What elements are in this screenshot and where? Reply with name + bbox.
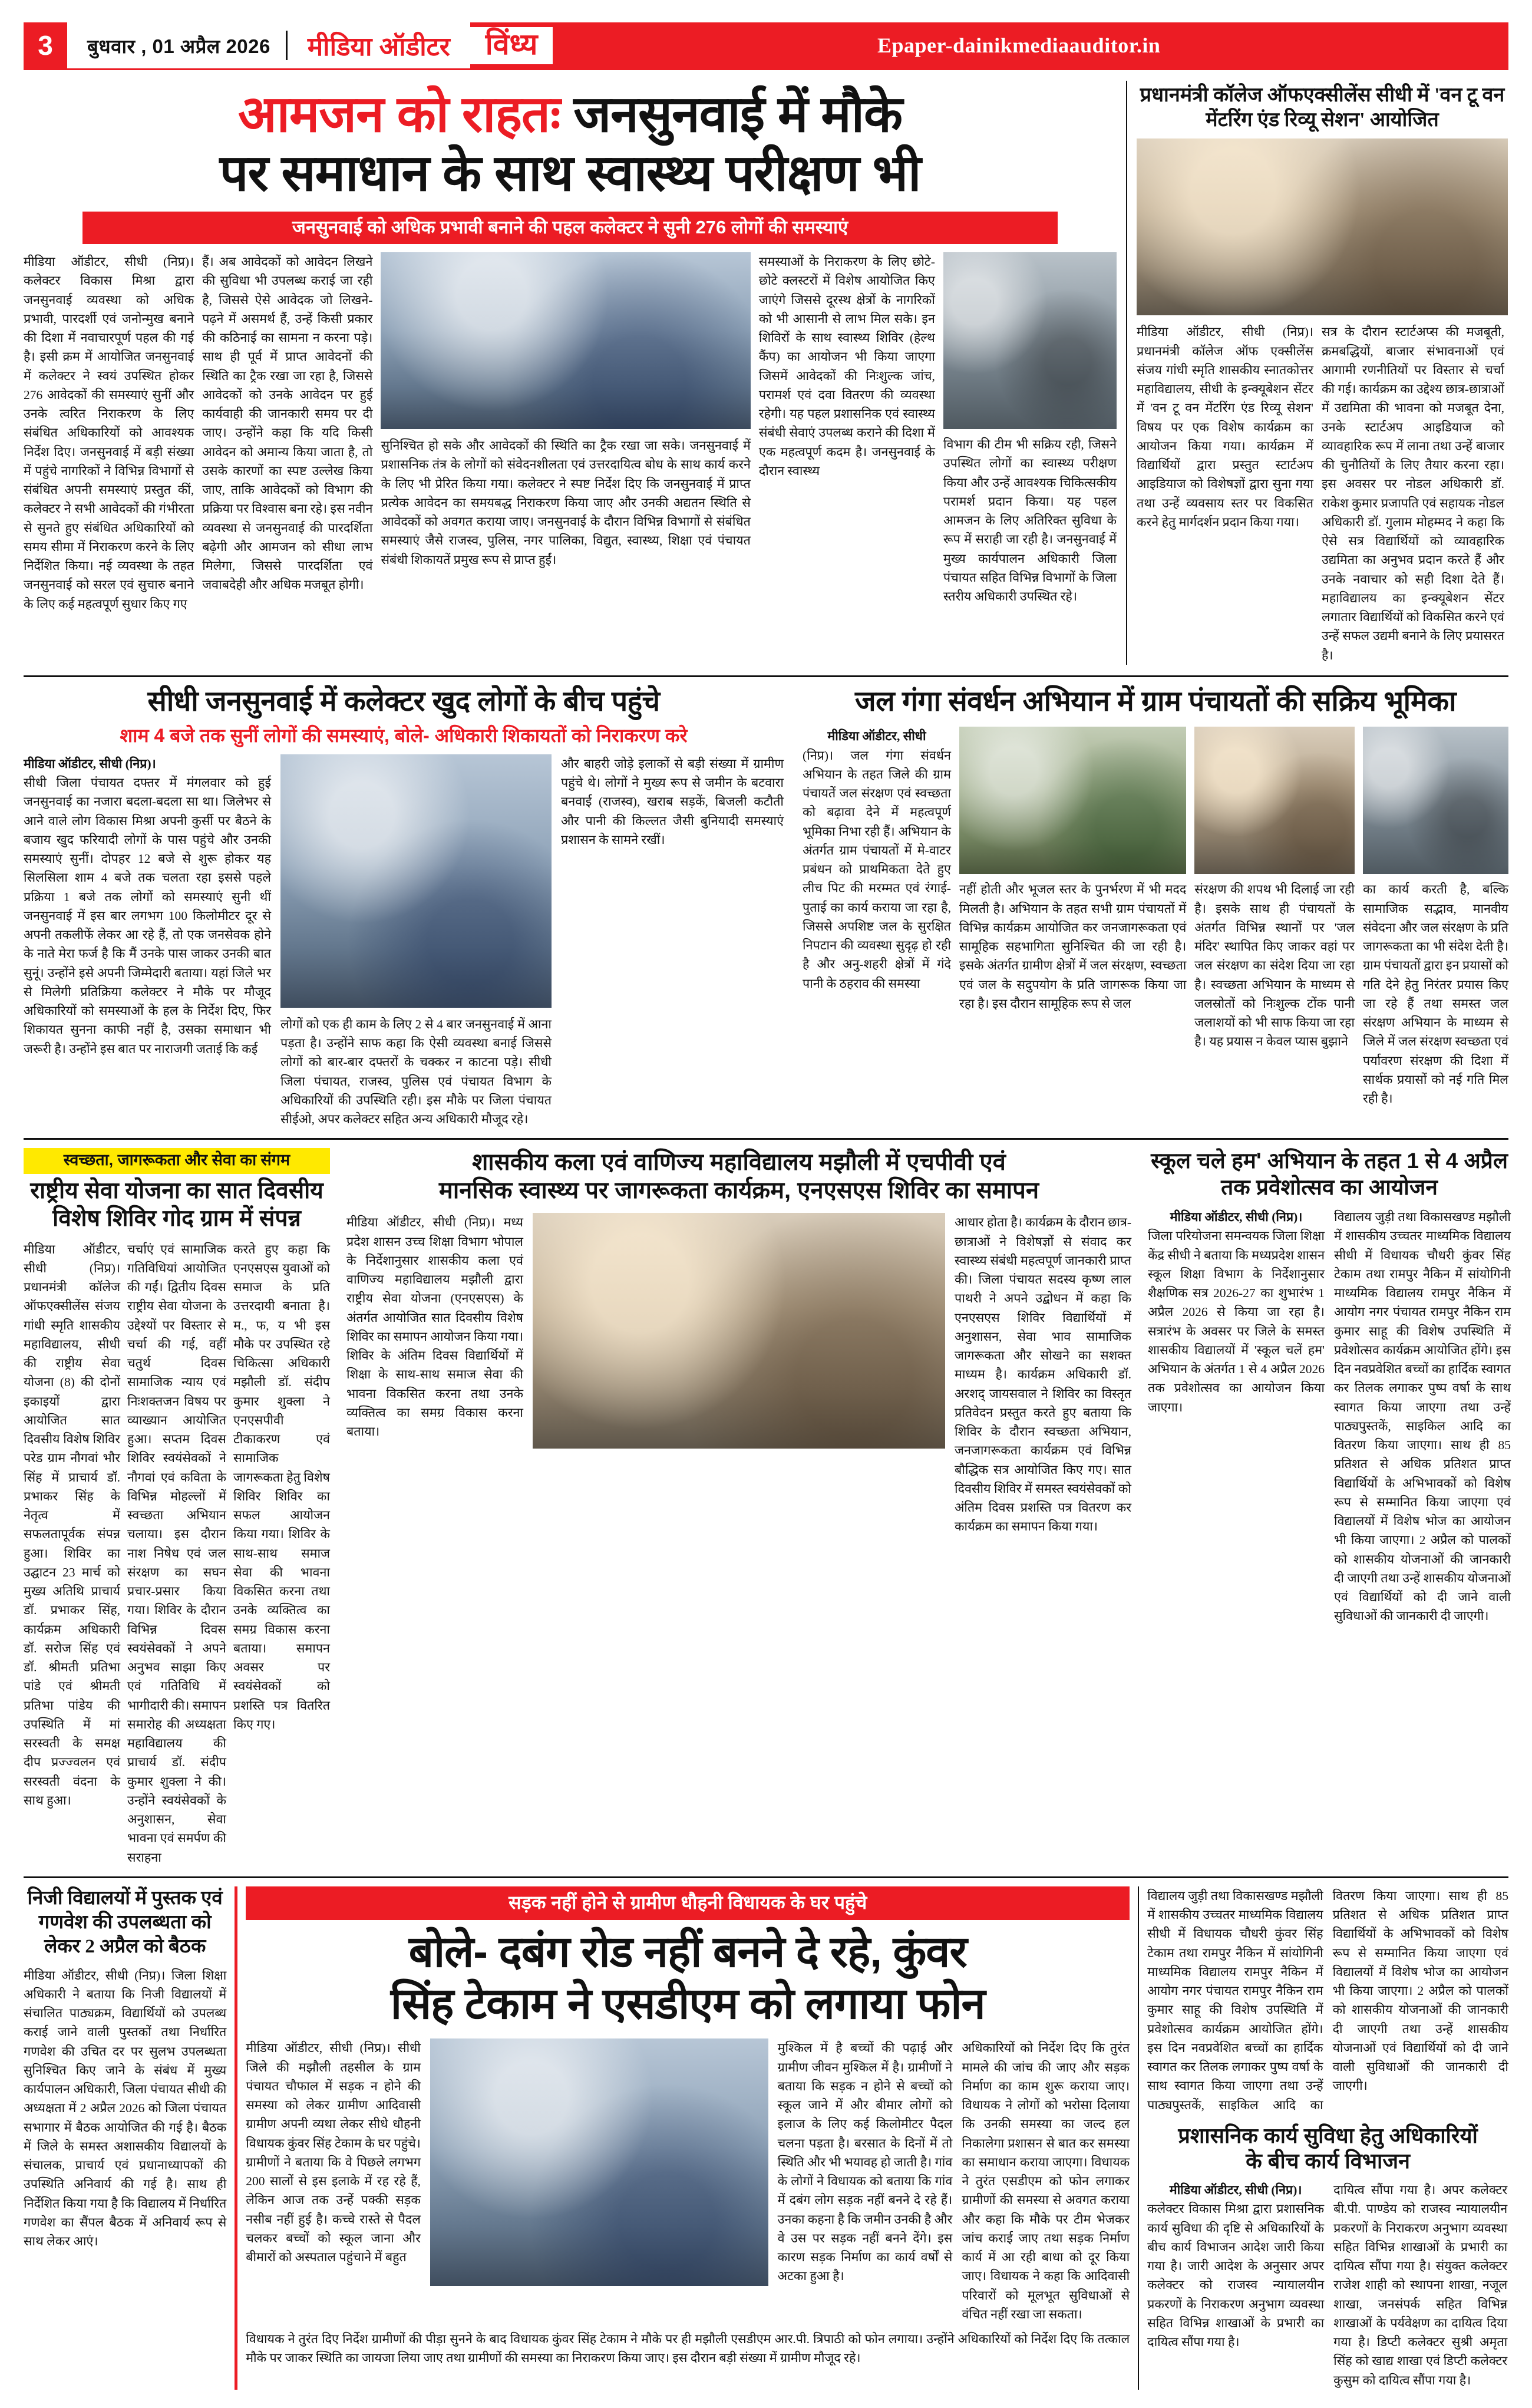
dabang-road-story (246, 1886, 1130, 2390)
majhauli-headline-line1: शासकीय कला एवं वाणिज्य महाविद्यालय मझौली में एचपीवी एवं (472, 1149, 1006, 1176)
private-schools-headline: निजी विद्यालयों में पुस्तक एवं गणवेश की उपलब्धता को लेकर 2 अप्रैल को बैठक (27, 1887, 223, 1957)
row-4 (24, 1886, 1508, 2390)
majhauli-text-2: आधार होता है। कार्यक्रम के दौरान छात्र-छात्राओं ने विशेषज्ञों से संवाद कर स्वास्थ्य संबंधी महत्वपूर्ण जानकारी प्राप्त की। जिला पंचायत सदस्य कृष्ण लाल पाथरी ने अपने उद्बोधन में कहा कि एनएसएस शिविर विद्यार्थियों में अनुशासन, सेवा भाव सामाजिक जागरूकता और सोखने का सशक्त माध्यम है। कार्यक्रम अधिकारी डॉ. अरशद् जायसवाल ने शिविर का विस्तृत प्रतिवेदन प्रस्तुत करते हुए बताया कि शिविर के दौरान स्वच्छता अभियान, जनजागरूकता कार्यक्रम एवं विभिन्न बौद्धिक सत्र आयोजित किए गए। सात दिवसीय शिविर में समस्त स्वयंसेवकों को अंतिम दिवस प्रशस्ति पत्र वितरण कर कार्यक्रम का समापन किया गया। (955, 1215, 1131, 1534)
edition-name: विंध्य (470, 27, 553, 64)
jal-ganga-story (803, 685, 1508, 1129)
private-schools-body (24, 1966, 226, 2251)
lead-headline-line2: पर समाधान के साथ स्वास्थ्य परीक्षण भी (219, 144, 921, 202)
lead-red-bar: जनसुनवाई को अधिक प्रभावी बनाने की पहल कलेक्टर ने सुनी 276 लोगों की समस्याएं (82, 212, 1058, 245)
row-3 (24, 1148, 1511, 1867)
website-url[interactable]: Epaper-dainikmediaauditor.in (877, 34, 1161, 57)
dabang-text-4: विधायक ने तुरंत दिए निर्देश ग्रामीणों की पीड़ा सुनने के बाद विधायक कुंवर सिंह टेकाम ने मौके पर ही मझौली एसडीएम आर.पी. त्रिपाठी को फोन लगाया। उन्होंने अधिकारियों को निर्देश दिए कि तत्काल मौके पर जाकर स्थिति का जायजा लिया जाए तथा ग्रामीणों की समस्या का निराकरण किया जाए। इस दौरान बड़ी संख्या में ग्रामीण मौजूद रहे। (246, 2332, 1130, 2366)
nss-yellow-kicker: स्वच्छता, जागरूकता और सेवा का संगम (24, 1148, 330, 1174)
lead-photo-col (381, 252, 758, 613)
nss-text-3: करते हुए कहा कि एनएसएस युवाओं को समाज के प्रति उत्तरदायी बनाता है। म., फ, य भी इस मौके पर उपस्थित रहे चिकित्सा अधिकारी मझौली डॉ. संदीप कुमार शुक्ला ने एनएसपीवी टीकाकरण एवं सामाजिक जागरूकता हेतु विशेष शिविर शिविर का सफल आयोजन किया गया। शिविर के साथ-साथ समाज सेवा की भावना विकसित करना तथा उनके व्यक्तित्व का समग्र विकास करना बताया। समापन अवसर पर स्वयंसेवकों को प्रशस्ति पत्र वितरित किए गए। (233, 1242, 330, 1731)
majhauli-story (346, 1148, 1131, 1867)
dabang-text-2: मुश्किल में है बच्चों की पढ़ाई और ग्रामीण जीवन मुश्किल में है। ग्रामीणों ने बताया कि सड़क न होने से बच्चों को स्कूल जाने में और बीमार लोगों को इलाज के लिए कई किलोमीटर पैदल चलना पड़ता है। बरसात के दिनों में तो स्थिति और भी भयावह हो जाती है। गांव के लोगों ने विधायक को बताया कि गांव में दबंग लोग सड़क नहीं बनने दे रहे हैं। उनका कहना है कि जमीन उनकी है और वे उस पर सड़क नहीं बनने देंगे। इस कारण सड़क निर्माण का कार्य वर्षों से अटका हुआ है। (777, 2041, 953, 2284)
admin-work-story (1147, 1886, 1508, 2390)
lead-body-area (24, 252, 1117, 613)
pm-college-body (1137, 322, 1508, 665)
dabang-road-photo (430, 2038, 768, 2286)
jal-ganga-col-1 (803, 727, 959, 1108)
dabang-road-headline-line2: सिंह टेकाम ने एसडीएम को लगाया फोन (390, 1979, 985, 2028)
jal-ganga-photo-1 (959, 727, 1186, 874)
lead-text-3: सुनिश्चित हो सके और आवेदकों की स्थिति का ट्रैक रखा जा सके। जनसुनवाई में प्रशासनिक तंत्र के लोगों को संवेदनशीलता एवं उत्तरदायित्व बोध के साथ कार्य करने के लिए भी प्रेरित किया गया। कलेक्टर ने स्पष्ट निर्देश दिए कि जनसुनवाई में प्राप्त प्रत्येक आवेदन का समयबद्ध निराकरण किया जाए और उनकी अद्यतन स्थिति से आवेदकों को अवगत कराया जाए। जनसुनवाई के दौरान विभिन्न विभागों से संबंधित समस्याएं जैसे राजस्व, पुलिस, नगर पालिका, विद्युत, स्वास्थ्य, शिक्षा एवं पंचायत संबंधी शिकायतें प्रमुख रूप से प्राप्त हुईं। (381, 438, 751, 567)
sidhi-byline: मीडिया ऑडीटर, सीधी (निप्र)। (24, 756, 156, 771)
school-chale-col-1 (1148, 1208, 1334, 1626)
majhauli-col-1 (346, 1213, 533, 1536)
sidhi-jansunvai-story (24, 685, 784, 1129)
dabang-photo-col (430, 2038, 778, 2324)
school-chale-overflow (1147, 1886, 1508, 2115)
sidhi-col-photo (280, 754, 561, 1129)
admin-work-headline-line2: के बीच कार्य विभाजन (1246, 2149, 1411, 2173)
page-number: 3 (24, 22, 67, 68)
jal-ganga-photo-2 (1194, 727, 1355, 874)
pm-college-text-2: सत्र के दौरान स्टार्टअप्स की मजबूती, क्रमबद्धियों, बाजार संभावनाओं एवं आगामी रणनीतियों पर विस्तार से चर्चा की गई। कार्यक्रम का उद्देश्य छात्र-छात्राओं में उद्यमिता की भावना को मजबूत देना, उनके स्टार्टअप आइडियाज को व्यावहारिक रूप में लाना तथा उन्हें बाजार की चुनौतियों के लिए तैयार करना रहा। इस अवसर पर नोडल अधिकारी डॉ. राकेश कुमार प्रजापति एवं सहायक नोडल अधिकारी डॉ. गुलाम मोहम्मद ने कहा कि ऐसे सत्र विद्यार्थियों को व्यावहारिक उद्यमिता का अनुभव प्रदान करते हैं और उनके नवाचार को सही दिशा देते हैं। महाविद्यालय का इन्क्यूबेशन सेंटर लगातार विद्यार्थियों को विकसित करने एवं उन्हें सफल उद्यमी बनाने के लिए प्रयासरत है। (1322, 325, 1504, 662)
nss-col-2 (127, 1240, 233, 1867)
dabang-col-4 (246, 2330, 1130, 2368)
masthead-date: बुधवार , 01 अप्रैल 2026 (87, 35, 270, 57)
dabang-road-headline (246, 1926, 1130, 2031)
column-rule-5 (235, 1886, 237, 2390)
pm-college-headline: प्रधानमंत्री कॉलेज ऑफएक्सीलेंस सीधी में 'वन टू वन मेंटरिंग एंड रिव्यू सेशन' आयोजित (1140, 84, 1505, 131)
jal-ganga-text-4: का कार्य करती है, बल्कि सामाजिक सद्भाव, मानवीय संवेदना और जल संरक्षण के प्रति जागरूकता का भी संदेश देती है। ग्राम पंचायतों द्वारा इन प्रयासों को गति देने हेतु निरंतर प्रयास किए जा रहे हैं तथा समस्त जल संरक्षण अभियान के माध्यम से जिले में जल संरक्षण स्वच्छता एवं पर्यावरण संरक्षण की दिशा में सार्थक प्रयासों को नई गति मिल रही है। (1362, 882, 1508, 1106)
lead-headline-red: आमजन को राहतः (237, 86, 560, 143)
admin-text-1: कलेक्टर विकास मिश्रा द्वारा प्रशासनिक कार्य सुविधा की दृष्टि से अधिकारियों के बीच कार्य विभाजन आदेश जारी किया गया है। जारी आदेश के अनुसार अपर कलेक्टर को राजस्व न्यायालयीन प्रकरणों के निराकरण अनुभाग व्यवस्था सहित विभिन्न शाखाओं के प्रभारी का दायित्व सौंपा गया है। (1147, 2202, 1325, 2350)
masthead-brand: मीडिया ऑडीटर (307, 32, 450, 61)
dabang-road-body (246, 2038, 1130, 2324)
jal-ganga-text-1: (निप्र)। जल गंगा संवर्धन अभियान के तहत जिले की ग्राम पंचायतें जल संरक्षण एवं स्वच्छता को बढ़ावा देने में महत्वपूर्ण भूमिका निभा रही हैं। अभियान के अंतर्गत ग्राम पंचायतों में मे-वाटर प्रबंधन को प्राथमिकता देते हुए लीच पिट की मरम्मत एवं रंगाई-पुताई का कार्य कराया जा रहा है, जिससे अपशिष्ट जल के सुरक्षित निपटान की व्यवस्था सुदृढ़ हो रही है और अनु-शहरी क्षेत्रों में गंदे पानी के ठहराव की समस्या (803, 748, 951, 991)
sidhi-col-3 (561, 754, 784, 1129)
row-lead (24, 81, 1508, 665)
nss-text-1: मीडिया ऑडीटर, सीधी (निप्र)। प्रधानमंत्री कॉलेज ऑफएक्सीलेंस संजय गांधी स्मृति शासकीय महाविद्यालय, सीधी की राष्ट्रीय सेवा योजना (8) की दोनों इकाइयों द्वारा आयोजित सात दिवसीय विशेष शिविर परेड ग्राम नौगवां भौर सिंह में प्राचार्य डॉ. प्रभाकर सिंह के नेतृत्व में सफलतापूर्वक संपन्न हुआ। शिविर का उद्घाटन 23 मार्च को मुख्य अतिथि प्राचार्य डॉ. प्रभाकर सिंह, कार्यक्रम अधिकारी डॉ. सरोज सिंह एवं डॉ. श्रीमती प्रतिभा पांडे एवं श्रीमती प्रतिभा पांडेय की उपस्थिति में मां सरस्वती के समक्ष दीप प्रज्ज्वलन एवं सरस्वती वंदना के साथ हुआ। (24, 1242, 121, 1807)
dabang-col-1 (246, 2038, 430, 2324)
jal-ganga-byline: मीडिया ऑडीटर, सीधी (827, 729, 926, 744)
lead-photo-1 (381, 252, 750, 429)
row2-divider (24, 675, 1508, 677)
nss-col-1 (24, 1240, 127, 1867)
dabang-text-3: अधिकारियों को निर्देश दिए कि तुरंत मामले की जांच की जाए और सड़क निर्माण का काम शुरू कराया जाए। विधायक ने लोगों को भरोसा दिलाया कि उनकी समस्या का जल्द हल निकालेगा प्रशासन से बात कर समस्या का समाधान कराया जाएगा। विधायक ने तुरंत एसडीएम को फोन लगाकर ग्रामीणों की समस्या से अवगत कराया और कहा कि मौके पर टीम भेजकर जांच कराई जाए तथा सड़क निर्माण कार्य में आ रही बाधा को दूर किया जाए। विधायक ने कहा कि आदिवासी परिवारों को मूलभूत सुविधाओं से वंचित नहीं रखा जा सकता। (962, 2041, 1130, 2321)
school-chale-text-1: जिला परियोजना समन्वयक जिला शिक्षा केंद्र सीधी ने बताया कि मध्यप्रदेश शासन स्कूल शिक्षा विभाग के निर्देशानुसार शैक्षणिक सत्र 2026-27 का शुभारंभ 1 अप्रैल 2026 से किया जा रहा है। सत्रारंभ के अवसर पर जिले के समस्त शासकीय विद्यालयों में 'स्कूल चलें हम' अभियान के अंतर्गत 1 से 4 अप्रैल 2026 तक प्रवेशोत्सव का आयोजन किया जाएगा। (1148, 1229, 1325, 1414)
lead-text-1: मीडिया ऑडीटर, सीधी (निप्र)। कलेक्टर विकास मिश्रा द्वारा जनसुनवाई व्यवस्था को अधिक प्रभावी, पारदर्शी एवं जनोन्मुख बनाने की दिशा में नवाचारपूर्ण पहल की गई है। इसी क्रम में आयोजित जनसुनवाई में कलेक्टर ने स्वयं उपस्थित होकर 276 आवेदकों की समस्याएं सुनीं और उनके त्वरित निराकरण के लिए संबंधित अधिकारियों को आवश्यक निर्देश दिए। जनसुनवाई में बड़ी संख्या में पहुंचे नागरिकों ने विभिन्न विभागों से संबंधित अपनी समस्याएं प्रस्तुत कीं, कलेक्टर ने सभी आवेदकों की गंभीरता से सुनते हुए संबंधित अधिकारियों को समय सीमा में निराकरण करने के लिए निर्देशित किया। नई व्यवस्था के तहत जनसुनवाई को सरल एवं सुचारु बनाने के लिए कई महत्वपूर्ण सुधार किए गए (24, 255, 194, 611)
pm-college-photo (1137, 138, 1508, 315)
masthead (24, 22, 1508, 70)
dabang-road-red-bar: सड़क नहीं होने से ग्रामीण धौहनी विधायक के घर पहुंचे (246, 1886, 1130, 1920)
admin-work-headline-line1: प्रशासनिक कार्य सुविधा हेतु अधिकारियों (1178, 2123, 1478, 2148)
lead-headline-black: जनसुनवाई में मौके (560, 86, 903, 143)
jal-ganga-photo-3 (1363, 727, 1508, 874)
majhauli-headline (346, 1148, 1131, 1205)
majhauli-body (346, 1213, 1131, 1536)
lead-story (24, 81, 1117, 665)
lead-headline (24, 81, 1117, 204)
majhauli-photo-col (533, 1213, 955, 1536)
sidhi-jansunvai-subline: शाम 4 बजे तक सुनीं लोगों की समस्याएं, बोले- अधिकारी शिकायतों को निराकरण करे (120, 725, 688, 747)
sidhi-text-1: सीधी जिला पंचायत दफ्तर में मंगलवार को हुई जनसुनवाई का नजारा बदला-बदला सा था। जिलेभर से आने वाले लोग विकास मिश्रा अपनी कुर्सी पर बैठने के बजाय खुद फरियादी लोगों के पास पहुंचे और उनकी समस्याएं सुनीं। दोपहर 12 बजे से शुरू होकर यह सिलसिला शाम 4 बजे तक चलता रहा इससे पहले प्रक्रिया 1 बजे तक लोगों को समस्याएं सुनी थीं जनसुनवाई में इस बार लगभग 100 किलोमीटर दूर से अपनी तकलीफें लेकर आ रहे हैं, तो एक जनसेवक होने के नाते मेरा फर्ज है कि मैं उनके पास जाकर उनकी बात सुनूं। उन्होंने इसे अपनी जिम्मेदारी बताया। यहां जिले भर से मिलेगी प्रतिक्रिया कलेक्टर ने मौके पर मौजूद अधिकारियों को समस्याओं के हल के निर्देश दिए, फिर शिकायत सुनना काफी नहीं है, उसका समाधान भी जरूरी है। उन्होंने इस बात पर नाराजगी जताई कि कई (24, 776, 271, 1056)
jal-ganga-col-4 (1363, 727, 1508, 1108)
jal-ganga-photo-col-2 (1194, 727, 1363, 1108)
dabang-col-2 (778, 2038, 962, 2324)
jal-ganga-headline: जल गंगा संवर्धन अभियान में ग्राम पंचायतों की सक्रिय भूमिका (855, 685, 1456, 717)
majhauli-photo (533, 1213, 945, 1449)
sidhi-text-3: और बाहरी जोड़े इलाकों से बड़ी संख्या में ग्रामीण पहुंचे थे। लोगों ने मुख्य रूप से जमीन के बटवारा बनवाई (राजस्व), खराब सड़कें, बिजली कटौती और पानी की किल्लत जैसी बुनियादी समस्याएं प्रशासन के सामने रखीं। (561, 756, 784, 847)
majhauli-headline-line2: मानसिक स्वास्थ्य पर जागरूकता कार्यक्रम, एनएसएस शिविर का समापन (438, 1177, 1039, 1204)
school-chale-story (1148, 1148, 1511, 1867)
nss-camp-headline: राष्ट्रीय सेवा योजना का सात दिवसीय विशेष शिविर गोद ग्राम में संपन्न (30, 1178, 323, 1231)
school-chale-headline: स्कूल चले हम' अभियान के तहत 1 से 4 अप्रैल तक प्रवेशोत्सव का आयोजन (1151, 1149, 1508, 1199)
pm-college-col-1 (1137, 322, 1322, 665)
admin-work-headline (1147, 2123, 1508, 2173)
lead-col-2 (202, 252, 381, 613)
admin-work-body (1147, 2181, 1508, 2390)
pm-college-text-1: मीडिया ऑडीटर, सीधी (निप्र)। प्रधानमंत्री कॉलेज ऑफ एक्सीलेंस संजय गांधी स्मृति शासकीय स्नातकोत्तर महाविद्यालय, सीधी के इन्क्यूबेशन सेंटर में 'वन टू वन मेंटरिंग एंड रिव्यू सेशन' विषय पर एक विशेष कार्यक्रम का आयोजन किया गया। कार्यक्रम में विद्यार्थियों द्वारा प्रस्तुत स्टार्टअप आइडियाज को विशेषज्ञों द्वारा सुना गया तथा उन्हें व्यवसाय स्तर पर विकसित करने हेतु मार्गदर्शन प्रदान किया गया। (1137, 325, 1313, 529)
admin-col-2 (1333, 2181, 1507, 2390)
jal-ganga-text-3: संरक्षण की शपथ भी दिलाई जा रही है। इसके साथ ही पंचायतों के अंतर्गत विभिन्न स्थानों पर 'जल मंदिर' स्थापित किए जाकर वहां पर जल संरक्षण का संदेश दिया जा रहा है। स्वच्छता अभियान के माध्यम से जलस्रोतों को निःशुल्क टोंक पानी जलाशयों को भी साफ किया जा रहा है। यह प्रयास न केवल प्यास बुझाने (1194, 882, 1355, 1049)
majhauli-text-1: मीडिया ऑडीटर, सीधी (निप्र)। मध्य प्रदेश शासन उच्च शिक्षा विभाग भोपाल के निर्देशानुसार शासकीय कला एवं वाणिज्य महाविद्यालय मझौली द्वारा राष्ट्रीय सेवा योजना (एनएसएस) के अंतर्गत आयोजित सात दिवसीय विशेष शिविर का समापन आयोजन किया गया। शिविर के अंतिम दिवस विद्यार्थियों में शिक्षा के साथ-साथ समाज सेवा की भावना विकसित करना तथा उनके व्यक्तित्व का समग्र विकास करना बताया। (346, 1215, 523, 1439)
nss-camp-body (24, 1240, 330, 1867)
school-chale-body (1148, 1208, 1511, 1626)
jal-ganga-body (803, 727, 1508, 1108)
private-schools-story (24, 1886, 226, 2390)
pm-college-col-2 (1322, 322, 1504, 665)
lead-text-5: विभाग की टीम भी सक्रिय रही, जिसने उपस्थित लोगों का स्वास्थ्य परीक्षण किया और उन्हें आवश्यक चिकित्सकीय परामर्श प्रदान किया। यह पहल आमजन के लिए अतिरिक्त सुविधा के रूप में सराही जा रही है। जनसुनवाई में मुख्य कार्यपालन अधिकारी जिला पंचायत सहित विभिन्न विभागों के जिला स्तरीय अधिकारी उपस्थित रहे। (943, 437, 1117, 604)
page-inner (24, 22, 1511, 2387)
dabang-col-3 (962, 2038, 1130, 2324)
school-chale-text-2: विद्यालय जुड़ी तथा विकासखण्ड मझौली में शासकीय उच्चतर माध्यमिक विद्यालय सीधी में विधायक चौधरी कुंवर सिंह टेकाम तथा रामपुर नैकिन में सांयोगिनी माध्यमिक विद्यालय रामपुर नैकिन में आयोग नगर पंचायत रामपुर नैकिन राम कुमार साहू की विशेष उपस्थिति में प्रवेशोत्सव कार्यक्रम आयोजित होंगे। इस दिन नवप्रवेशित बच्चों का हार्दिक स्वागत कर तिलक लगाकर पुष्प वर्षा के साथ स्वागत किया जाएगा तथा उन्हें पाठ्यपुस्तकें, साइकिल आदि का वितरण किया जाएगा। साथ ही 85 प्रतिशत से अधिक प्रतिशत प्राप्त विद्यार्थियों के अभिभावकों को विशेष रूप से सम्मानित किया जाएगा एवं विद्यालयों में विशेष भोज का आयोजन भी किया जाएगा। 2 अप्रैल को पालकों को शासकीय योजनाओं की जानकारी दी जाएगी तथा उन्हें शासकीय योजनाओं एवं विद्यार्थियों को दी जाने वाली सुविधाओं की जानकारी दी जाएगी। (1334, 1210, 1511, 1624)
nss-text-2: चर्चाएं एवं सामाजिक गतिविधियां आयोजित की गईं। द्वितीय दिवस राष्ट्रीय सेवा योजना के उद्देश्यों पर विस्तार से चर्चा की गई, वहीं चतुर्थ दिवस सामाजिक न्याय एवं निःशक्तजन विषय पर व्याख्यान आयोजित हुआ। सप्तम दिवस शिविर स्वयंसेवकों ने नौगवां एवं कविता के विभिन्न मोहल्लों में स्वच्छता अभियान चलाया। इस दौरान नाश निषेध एवं जल संरक्षण का सघन प्रचार-प्रसार किया गया। शिविर के दौरान विभिन्न दिवस स्वयंसेवकों ने अपने अनुभव साझा किए एवं गतिविधि में भागीदारी की। समापन समारोह की अध्यक्षता महाविद्यालय की प्राचार्य डॉ. संदीप कुमार शुक्ला ने की। उन्होंने स्वयंसेवकों के अनुशासन, सेवा भावना एवं समर्पण की सराहना (127, 1242, 226, 1865)
row4-divider (24, 1876, 1508, 1878)
nss-camp-story (24, 1148, 330, 1867)
lead-text-2: हैं। अब आवेदकों को आवेदन लिखने की सुविधा भी उपलब्ध कराई जा रही है, जिससे ऐसे आवेदक जो लिखने-पढ़ने में असमर्थ हैं, उन्हें किसी प्रकार की कठिनाई का सामना न करना पड़े। साथ ही पूर्व में प्राप्त आवेदनों की स्थिति का ट्रैक रखा जा रहा है, जिससे आवेदकों को उनके आवेदन पर हुई कार्यवाही की जानकारी समय पर दी जाए। उन्होंने कहा कि यदि किसी आवेदन को अमान्य किया जाता है, तो उसके कारणों का स्पष्ट उल्लेख किया जाए, ताकि आवेदकों को विभाग की प्रक्रिया पर विश्वास बना रहे। इस नवीन व्यवस्था से जनसुनवाई की पारदर्शिता बढ़ेगी और आमजन को सीधा लाभ मिलेगा, जिससे पारदर्शिता एवं जवाबदेही और अधिक मजबूत होगी। (202, 255, 373, 592)
jal-ganga-text-2: नहीं होती और भूजल स्तर के पुनर्भरण में भी मदद मिलती है। अभियान के तहत सभी ग्राम पंचायतों में विभिन्न कार्यक्रम आयोजित कर जनजागरूकता एवं सामूहिक सहभागिता सुनिश्चित की जा रही है। इसके अंतर्गत ग्रामीण क्षेत्रों में जल संरक्षण, स्वच्छता एवं जल के सदुपयोग के प्रति जागरूक किया जा रहा है। इस दौरान सामूहिक रूप से जल (959, 882, 1187, 1011)
lead-col-5 (943, 252, 1117, 613)
sidhi-photo (280, 754, 552, 1008)
private-schools-text: मीडिया ऑडीटर, सीधी (निप्र)। जिला शिक्षा अधिकारी ने बताया कि निजी विद्यालयों में संचालित पाठ्यक्रम, विद्यार्थियों को उपलब्ध कराई जाने वाली पुस्तकों तथा निर्धारित गणवेश की उचित दर पर सुलभ उपलब्धता सुनिश्चित किए जाने के संबंध में मुख्य कार्यपालन अधिकारी, जिला पंचायत सीधी की अध्यक्षता में 2 अप्रैल 2026 को जिला पंचायत सभागार में बैठक आयोजित की गई है। बैठक में जिले के समस्त अशासकीय विद्यालयों के संचालक, प्राचार्य एवं प्रधानाध्यापकों की उपस्थिति अनिवार्य की गई है। साथ ही निर्देशित किया गया है कि विद्यालय में निर्धारित गणवेश का सैंपल बैठक में अनिवार्य रूप से साथ लेकर आएं। (24, 1968, 227, 2249)
majhauli-col-2 (955, 1213, 1131, 1536)
sidhi-jansunvai-headline: सीधी जनसुनवाई में कलेक्टर खुद लोगों के बीच पहुंचे (147, 685, 660, 717)
column-rule-1 (1126, 81, 1127, 665)
nss-col-3 (233, 1240, 330, 1867)
admin-col-1 (1147, 2181, 1333, 2390)
dabang-road-headline-line1: बोले- दबंग रोड नहीं बनने दे रहे, कुंवर (408, 1927, 967, 1976)
sidhi-text-2: लोगों को एक ही काम के लिए 2 से 4 बार जनसुनवाई में आना पड़ता है। उन्होंने साफ कहा कि ऐसी व्यवस्था बनाई जिससे लोगों को बार-बार दफ्तरों के चक्कर न काटना पड़े। सीधी जिला पंचायत, राजस्व, पुलिस एवं पंचायत विभाग के अधिकारियों की उपस्थिति रही। इस मौके पर जिला पंचायत सीईओ, अपर कलेक्टर सहित अन्य अधिकारी मौजूद रहे। (280, 1017, 552, 1127)
school-chale-col-2 (1334, 1208, 1511, 1626)
lead-text-4: समस्याओं के निराकरण के लिए छोटे-छोटे क्लस्टरों में विशेष आयोजित किए जाएंगे जिससे दूरस्थ क्षेत्रों के नागरिकों को भी आसानी से लाभ मिल सके। इन शिविरों के साथ स्वास्थ्य शिविर (हेल्थ कैंप) का आयोजन भी किया जाएगा जिसमें आवेदकों की निःशुल्क जांच, परामर्श एवं दवा वितरण की व्यवस्था रहेगी। यह पहल प्रशासनिक एवं स्वास्थ्य संबंधी सेवाएं उपलब्ध कराने की दिशा में एक महत्वपूर्ण कदम है। जनसुनवाई के दौरान स्वास्थ्य (758, 255, 935, 478)
lead-col-1 (24, 252, 202, 613)
school-chale-byline: मीडिया ऑडीटर, सीधी (निप्र)। (1170, 1210, 1303, 1225)
lead-col-4 (759, 252, 943, 613)
sidhi-col-1 (24, 754, 280, 1129)
lead-photo-2 (943, 252, 1117, 429)
sidhi-jansunvai-body (24, 754, 784, 1129)
admin-text-2: दायित्व सौंपा गया है। अपर कलेक्टर बी.पी. पाण्डेय को राजस्व न्यायालयीन प्रकरणों के निराकरण अनुभाग व्यवस्था सहित विभिन्न शाखाओं के प्रभारी का दायित्व सौंपा गया है। संयुक्त कलेक्टर राजेश शाही को स्थापना शाखा, नजूल शाखा, जनसंपर्क सहित विभिन्न शाखाओं के पर्यवेक्षण का दायित्व दिया गया है। डिप्टी कलेक्टर सुश्री अमृता सिंह को खाद्य शाखा एवं डिप्टी कलेक्टर कुसुम को दायित्व सौंपा गया है। (1333, 2183, 1508, 2387)
row3-divider (24, 1138, 1508, 1140)
admin-pre-text: विद्यालय जुड़ी तथा विकासखण्ड मझौली में शासकीय उच्चतर माध्यमिक विद्यालय सीधी में विधायक चौधरी कुंवर सिंह टेकाम तथा रामपुर नैकिन में सांयोगिनी माध्यमिक विद्यालय रामपुर नैकिन में आयोग नगर पंचायत रामपुर नैकिन राम कुमार साहू की विशेष उपस्थिति में प्रवेशोत्सव कार्यक्रम आयोजित होंगे। इस दिन नवप्रवेशित बच्चों का हार्दिक स्वागत कर तिलक लगाकर पुष्प वर्षा के साथ स्वागत किया जाएगा तथा उन्हें पाठ्यपुस्तकें, साइकिल आदि का वितरण किया जाएगा। साथ ही 85 प्रतिशत से अधिक प्रतिशत प्राप्त विद्यार्थियों के अभिभावकों को विशेष रूप से सम्मानित किया जाएगा एवं विद्यालयों में विशेष भोज का आयोजन भी किया जाएगा। 2 अप्रैल को पालकों को शासकीय योजनाओं की जानकारी दी जाएगी तथा उन्हें शासकीय योजनाओं एवं विद्यार्थियों को दी जाने वाली सुविधाओं की जानकारी दी जाएगी। (1147, 1888, 1508, 2112)
admin-byline: मीडिया ऑडीटर, सीधी (निप्र)। (1169, 2183, 1302, 2198)
pm-college-story (1137, 81, 1508, 665)
jal-ganga-photo-col-1 (959, 727, 1194, 1108)
row-2 (24, 685, 1508, 1129)
masthead-red-strip (470, 22, 1508, 68)
dabang-text-1: मीडिया ऑडीटर, सीधी (निप्र)। सीधी जिले की मझौली तहसील के ग्राम पंचायत चौफाल में सड़क न होने की समस्या को लेकर ग्रामीण आदिवासी ग्रामीण अपनी व्यथा लेकर सीधे धौहनी विधायक कुंवर सिंह टेकाम के घर पहुंचे। ग्रामीणों ने बताया कि वे पिछले लगभग 200 सालों से इस इलाके में रह रहे हैं, लेकिन आज तक उन्हें पक्की सड़क नसीब नहीं हुई है। कच्चे रास्ते से पैदल चलकर बच्चों को स्कूल जाना और बीमारों को अस्पताल पहुंचाने में बहुत (246, 2041, 421, 2264)
column-rule-6 (1138, 1886, 1139, 2390)
